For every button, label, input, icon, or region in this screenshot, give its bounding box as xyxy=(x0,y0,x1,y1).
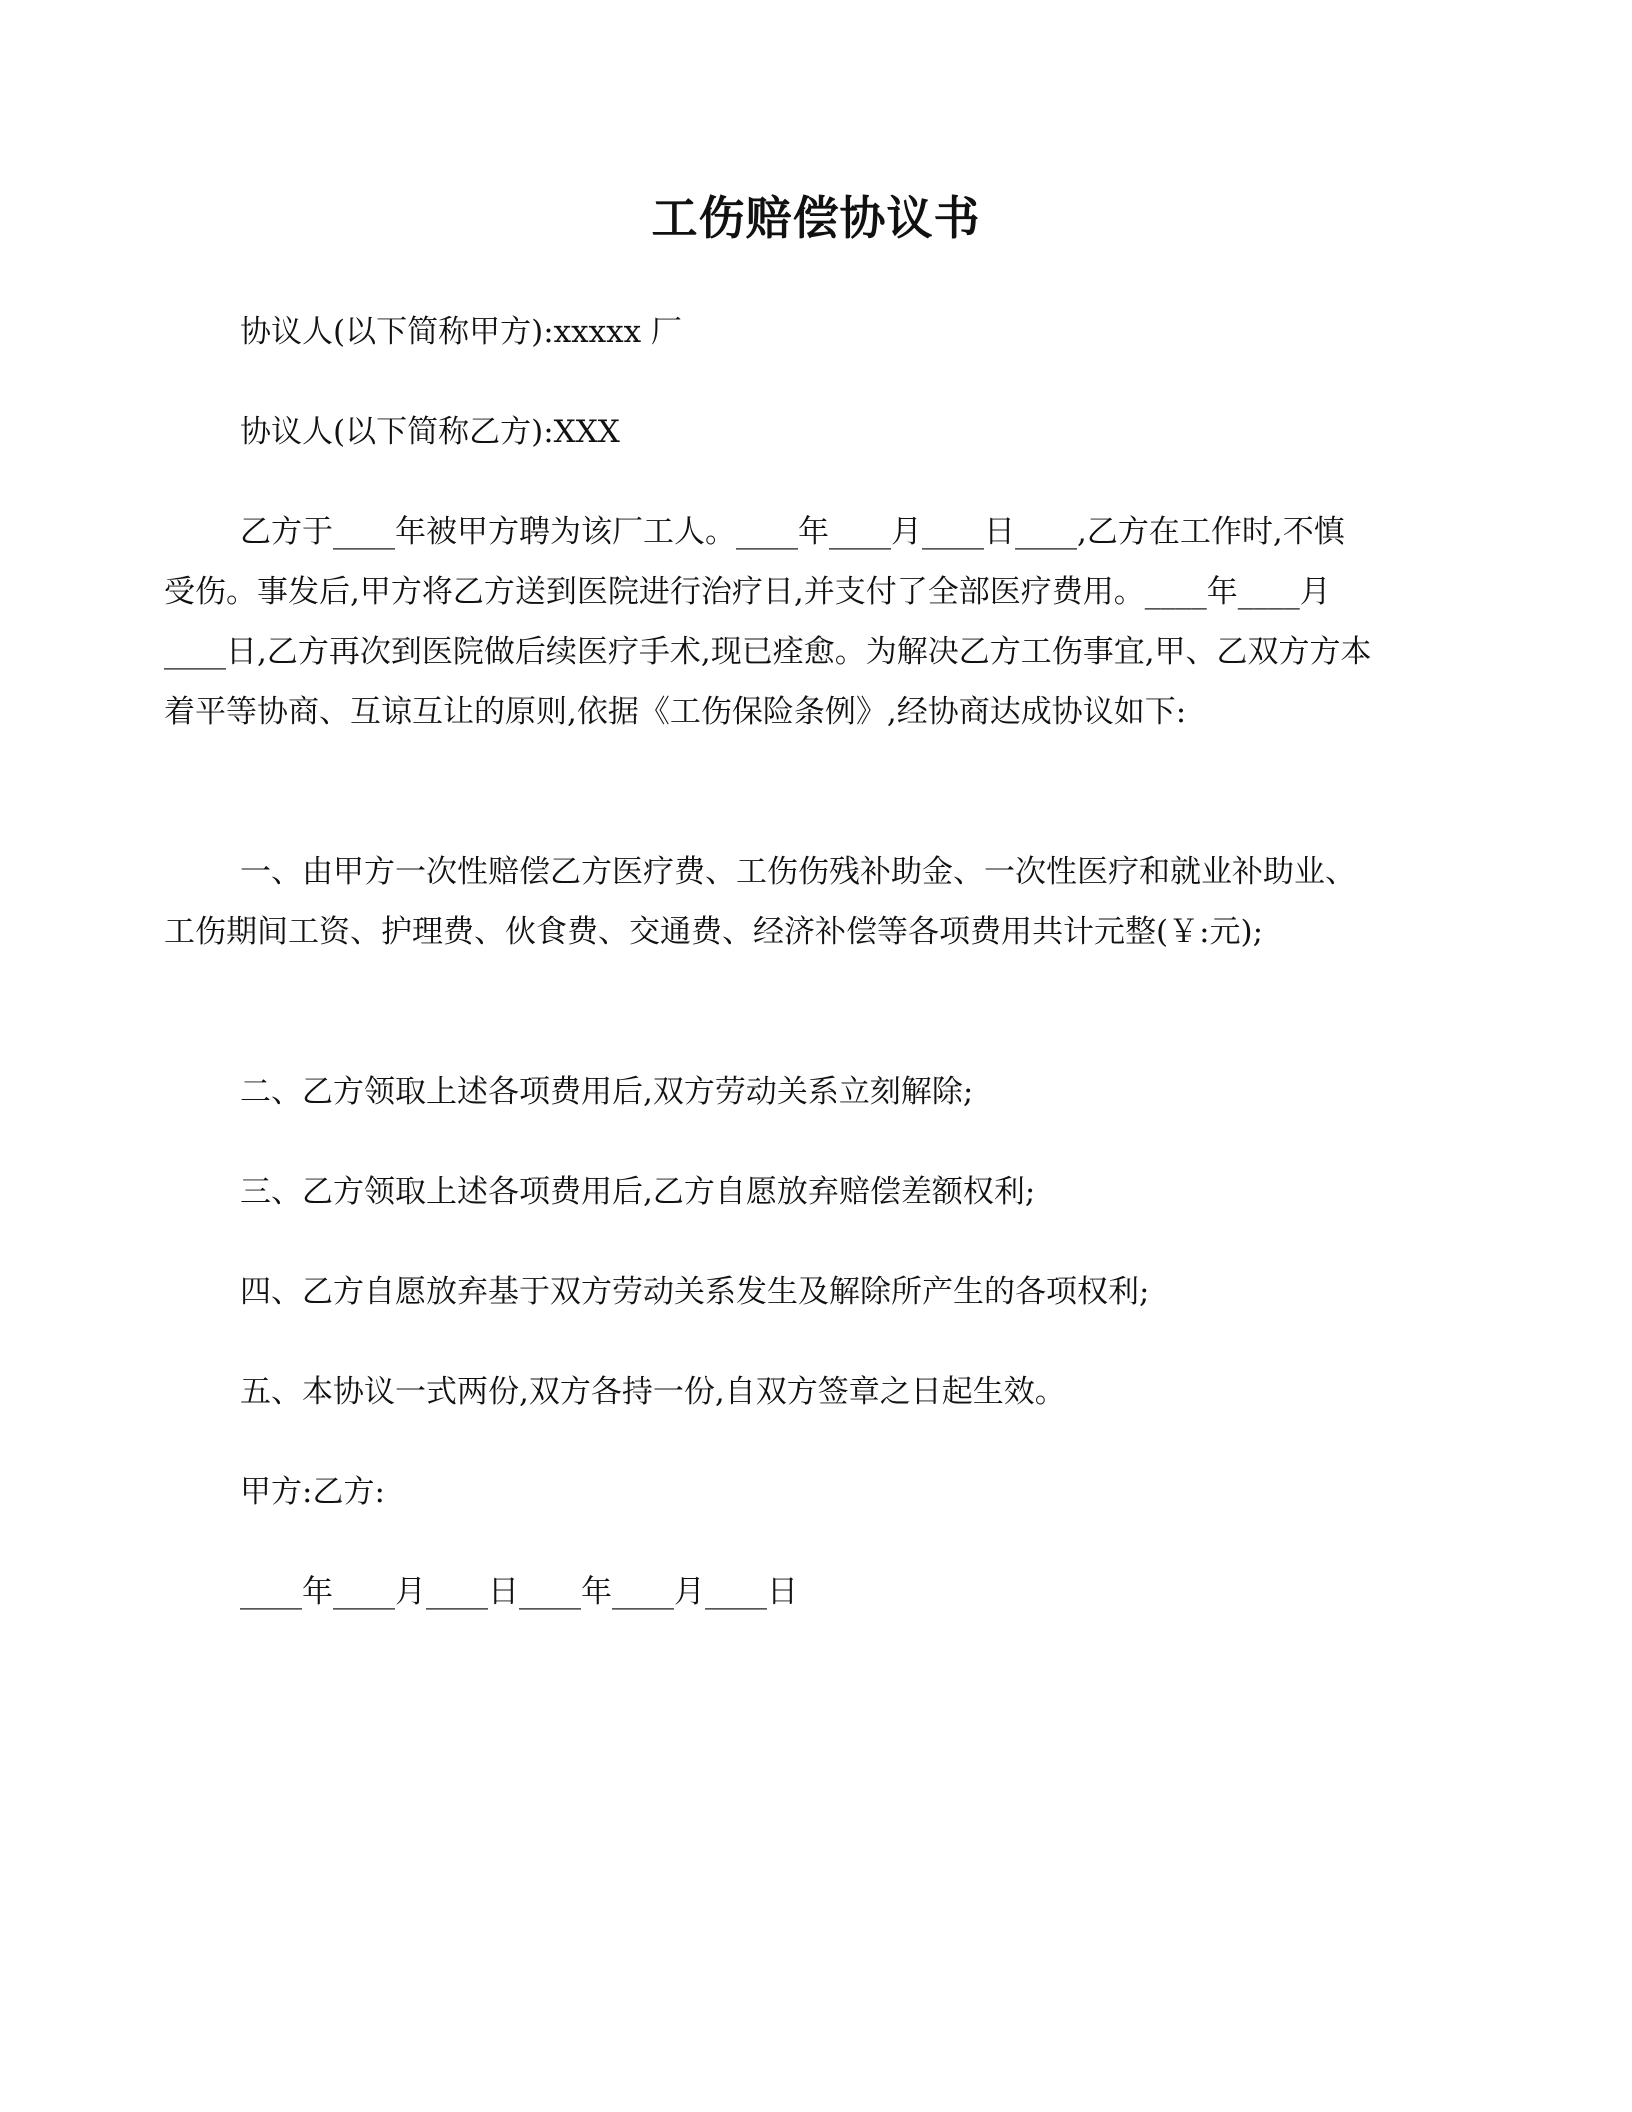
preamble-paragraph xyxy=(164,502,1374,742)
party-a-line: 协议人(以下简称甲方):xxxxx 厂 xyxy=(240,314,682,350)
clause-2: 二、乙方领取上述各项费用后,双方劳动关系立刻解除; xyxy=(240,1074,974,1110)
date-line: ____年____月____日____年____月____日 xyxy=(240,1574,798,1610)
clause-5: 五、本协议一式两份,双方各持一份,自双方签章之日起生效。 xyxy=(240,1374,1066,1410)
clause-4: 四、乙方自愿放弃基于双方劳动关系发生及解除所产生的各项权利; xyxy=(240,1274,1150,1310)
preamble-text: 乙方于____年被甲方聘为该厂工人。____年____月____日____,乙方在工作时,不慎受伤。事发后,甲方将乙方送到医院进行治疗日,并支付了全部医疗费用。____年____月____日,乙方再次到医院做后续医疗手术,现已痊愈。为解决乙方工伤事宜,甲、乙双方方本着平等协商、互谅互让的原则,依据《工伤保险条例》,经协商达成协议如下: xyxy=(164,514,1372,730)
party-b-line: 协议人(以下简称乙方):XXX xyxy=(240,414,620,450)
document-title: 工伤赔偿协议书 xyxy=(651,191,981,245)
clause-1: 一、由甲方一次性赔偿乙方医疗费、工伤伤残补助金、一次性医疗和就业补助业、工伤期间工资、护理费、伙食费、交通费、经济补偿等各项费用共计元整(￥:元); xyxy=(164,854,1356,950)
clause-3: 三、乙方领取上述各项费用后,乙方自愿放弃赔偿差额权利; xyxy=(240,1174,1036,1210)
signature-line: 甲方:乙方: xyxy=(240,1474,385,1510)
